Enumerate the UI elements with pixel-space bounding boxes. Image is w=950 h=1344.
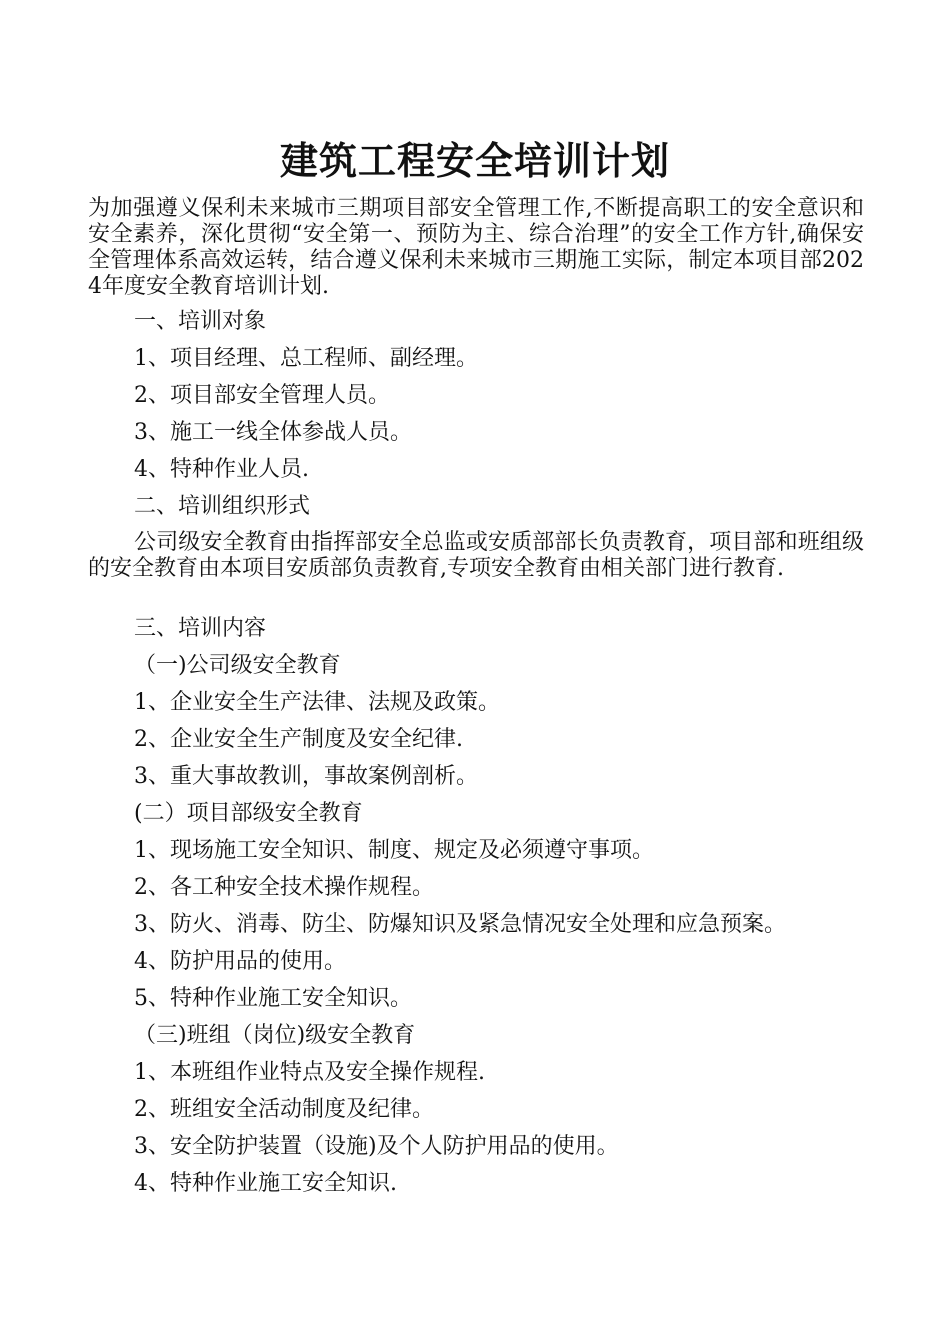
- list-item: 1、项目经理、总工程师、副经理。: [134, 346, 478, 371]
- section-heading-training-targets: 一、培训对象: [134, 309, 267, 334]
- list-item: 3、施工一线全体参战人员。: [134, 420, 412, 445]
- list-item: 3、重大事故教训，事故案例剖析。: [134, 764, 478, 789]
- list-item: 1、企业安全生产法律、法规及政策。: [134, 690, 500, 715]
- list-item: 3、安全防护装置（设施)及个人防护用品的使用。: [134, 1134, 619, 1159]
- list-item: 4、防护用品的使用。: [134, 949, 346, 974]
- list-item: 5、特种作业施工安全知识。: [134, 986, 412, 1011]
- document-title: 建筑工程安全培训计划: [279, 138, 670, 183]
- list-item: 1、现场施工安全知识、制度、规定及必须遵守事项。: [134, 838, 654, 863]
- list-item: 2、各工种安全技术操作规程。: [134, 875, 434, 900]
- intro-paragraph: 为加强遵义保利未来城市三期项目部安全管理工作,不断提高职工的安全意识和安全素养，深化贯彻“安全第一、预防为主、综合治理”的安全工作方针,确保安全管理体系高效运转，结合遵义保利未来城市三期施工实际，制定本项目部2024年度安全教育培训计划.: [88, 196, 864, 299]
- list-item: 2、班组安全活动制度及纪律。: [134, 1097, 434, 1122]
- list-item: 4、特种作业施工安全知识.: [134, 1171, 397, 1196]
- list-item: 4、特种作业人员.: [134, 457, 309, 482]
- list-item: 2、项目部安全管理人员。: [134, 383, 390, 408]
- list-item: 1、本班组作业特点及安全操作规程.: [134, 1060, 485, 1085]
- list-item: 3、防火、消毒、防尘、防爆知识及紧急情况安全处理和应急预案。: [134, 912, 786, 937]
- subsection-heading-project: (二）项目部级安全教育: [134, 801, 363, 826]
- subsection-heading-company: （一)公司级安全教育: [134, 653, 341, 678]
- section-heading-training-content: 三、培训内容: [134, 616, 267, 641]
- section-heading-training-format: 二、培训组织形式: [134, 494, 311, 519]
- list-item: 2、企业安全生产制度及安全纪律.: [134, 727, 463, 752]
- subsection-heading-team: （三)班组（岗位)级安全教育: [134, 1023, 416, 1048]
- training-format-paragraph: 公司级安全教育由指挥部安全总监或安质部部长负责教育，项目部和班组级的安全教育由本项目安质部负责教育,专项安全教育由相关部门进行教育.: [88, 530, 864, 581]
